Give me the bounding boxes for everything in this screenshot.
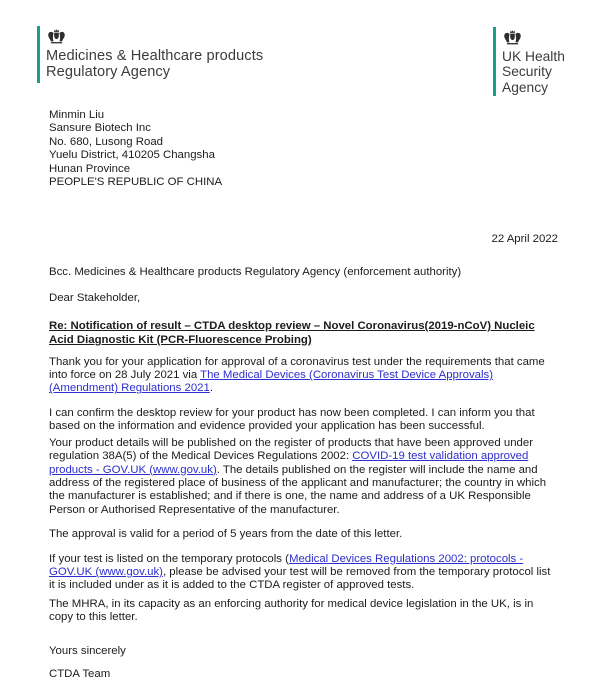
recipient-address-line: Minmin Liu xyxy=(49,109,105,121)
paragraph-text: Your product details will be published on the register of products that have been approved under regulation 38A(5) of the Medical Devices Regulations 2002: xyxy=(49,436,534,463)
paragraph-text: . xyxy=(209,382,213,395)
ukhsa-logo xyxy=(493,27,565,96)
paragraph-text: If your test is listed on the temporary protocols ( xyxy=(49,552,289,565)
ukhsa-logo-text-line3: Agency xyxy=(502,79,549,95)
royal-crest-icon xyxy=(46,27,67,46)
mhra-logo xyxy=(37,26,263,83)
para-desktop-review-complete xyxy=(49,407,558,434)
para-application-thanks xyxy=(49,356,558,396)
ukhsa-logo-text-line1: UK Health xyxy=(502,49,565,64)
recipient-address xyxy=(49,109,558,189)
recipient-address-line: PEOPLE'S REPUBLIC OF CHINA xyxy=(49,176,223,189)
recipient-address-line: Yuelu District, 410205 Changsha xyxy=(49,149,215,162)
valediction: Yours sincerely xyxy=(49,644,126,657)
signature: CTDA Team xyxy=(49,667,111,680)
hyperlink-temporary-protocols[interactable]: Medical Devices Regulations 2002: protocols - GOV.UK (www.gov.uk) xyxy=(49,552,524,578)
mhra-logo-text-line2: Regulatory Agency xyxy=(46,64,171,81)
paragraph-text: The approval is valid for a period of 5 years from the date of this letter. xyxy=(49,528,403,541)
subject-line: Re: Notification of result – CTDA desktop review – Novel Coronavirus(2019-nCoV) Nucleic Acid Diagnostic Kit (PCR-Fluorescence Probing) xyxy=(49,319,535,346)
recipient-address-line: No. 680, Lusong Road xyxy=(49,135,163,148)
letter-content xyxy=(0,109,600,681)
recipient-address-line: Sansure Biotech Inc xyxy=(49,122,151,135)
para-register-details xyxy=(49,437,558,517)
hyperlink-register-details[interactable]: COVID-19 test validation approved products - GOV.UK (www.gov.uk) xyxy=(49,450,529,476)
ukhsa-logo-text-line2: Security xyxy=(502,64,552,80)
royal-crest-icon xyxy=(502,28,523,47)
mhra-logo-text-line1: Medicines & Healthcare products xyxy=(46,48,264,64)
para-mhra-copy xyxy=(49,598,558,625)
recipient-address-line: Hunan Province xyxy=(49,162,131,175)
paragraph-text: The MHRA, in its capacity as an enforcing authority for medical device legislation in the UK, is in copy to this letter. xyxy=(49,597,534,624)
hyperlink-application-thanks[interactable]: The Medical Devices (Coronavirus Test Device Approvals) (Amendment) Regulations 2021 xyxy=(49,369,494,395)
bcc-line: Bcc. Medicines & Healthcare products Regulatory Agency (enforcement authority) xyxy=(49,265,462,278)
paragraph-text: , please be advised your test will be removed from the temporary protocol list it is included under as it is added to the CTDA register of approved tests. xyxy=(49,565,551,592)
salutation: Dear Stakeholder, xyxy=(49,292,141,305)
letter-date: 22 April 2022 xyxy=(491,233,558,246)
paragraph-text: I can confirm the desktop review for your product has now been completed. I can inform you that based on the information and evidence provided your application has been successful. xyxy=(49,406,535,433)
paragraph-text: Thank you for your application for approval of a coronavirus test under the requirements that came into force on 28 July 2021 via xyxy=(49,355,545,382)
para-approval-validity xyxy=(49,528,558,541)
para-temporary-protocols xyxy=(49,553,558,593)
paragraph-text: . The details published on the register will include the name and address of the registered place of business of the applicant and manufacturer; the country in which the manufacturer is established; and if there is one, the name and address of a UK Responsible Person or Authorised Representative of the manufacturer. xyxy=(49,463,547,516)
letter-body xyxy=(49,356,558,625)
